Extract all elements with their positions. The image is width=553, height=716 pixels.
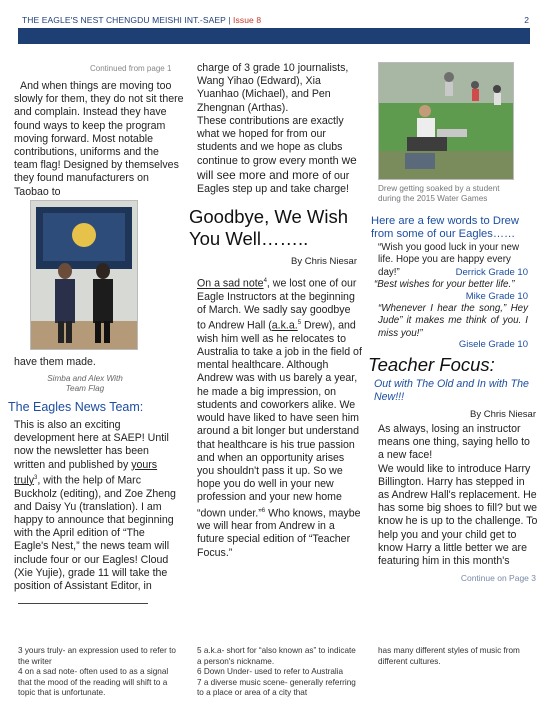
col2-top-para2 xyxy=(197,115,362,196)
newsletter-title: THE EAGLE'S NEST CHENGDU MEISHI INT.-SAEP xyxy=(22,15,226,25)
col2-top-para: charge of 3 grade 10 journalists, Wang Yihao (Edward), Xia Yuanhao (Michael), and Pen Zhengnan (Arthas). xyxy=(197,62,349,114)
have-them-made: have them made. xyxy=(14,356,96,368)
teacher-focus-body xyxy=(378,423,538,568)
quote-mike: “Best wishes for your better life.” xyxy=(374,279,515,290)
footnote-ref-6: 6 xyxy=(261,507,266,514)
footnote-3: 3 yours truly- an expression used to refer to the writer xyxy=(18,646,176,666)
teacher-focus-para2: We would like to introduce Harry Billington. Harry has stepped in as Andrew Hall's replacement. He has some big shoes to fill? but we know he is up to the challenge. To help you and your child get to know Harry a little better we are featuring him in this month's xyxy=(378,462,538,568)
header-separator: | xyxy=(228,15,231,25)
goodbye-title: Goodbye, We Wish You Well…….. xyxy=(189,206,349,249)
quote-gisele: “Whenever I hear the song,” Hey Jude” it makes me think of you. I miss you!” xyxy=(378,303,528,339)
footnote-7-cont: has many different styles of music from different cultures. xyxy=(378,646,520,666)
team-flag-photo xyxy=(30,200,138,350)
water-games-caption: Drew getting soaked by a student during the 2015 Water Games xyxy=(378,184,500,203)
col2-top-para2-d: of our Eagles step up and take charge! xyxy=(197,169,350,195)
col2-top-para2-a: These contributions are exactly what we hoped for from our students and we hope as clubs xyxy=(197,114,344,154)
continue-page3: Continue on Page 3 xyxy=(460,573,536,583)
news-team-body xyxy=(14,419,182,593)
page-number: 2 xyxy=(524,15,529,25)
teacher-focus-title: Teacher Focus: xyxy=(368,354,495,375)
footnote-ref-5: 5 xyxy=(297,320,302,327)
col2-top-para2-b: continue to grow every month xyxy=(197,155,342,168)
footnote-ref-3: 3 xyxy=(34,474,38,481)
footnotes-col1 xyxy=(18,646,178,699)
news-team-text-a: This is also an exciting development here at SAEP! Until now the newsletter has been written and published by xyxy=(14,419,169,471)
header-bar xyxy=(18,28,530,44)
issue-number: Issue 8 xyxy=(233,15,262,25)
goodbye-text-a: , we lost one of our Eagle Instructors at the beginning of March. We sadly say goodbye to Andrew Hall ( xyxy=(197,277,357,332)
aka-link: a.k.a. xyxy=(271,319,298,332)
footnote-ref-4: 4 xyxy=(263,278,267,284)
goodbye-text-c: Who knows, maybe we will hear from Andrew in a future special edition of “Teacher Focus.” xyxy=(197,507,361,559)
name-gisele: Gisele Grade 10 xyxy=(458,339,528,350)
teacher-focus-byline: By Chris Niesar xyxy=(470,409,536,420)
footnote-4: 4 on a sad note- often used to as a signal that the mood of the reading will shift to a topic that is unfortunate. xyxy=(18,667,169,697)
goodbye-body xyxy=(197,275,362,560)
teacher-focus-para1: As always, losing an instructor means one thing, saying hello to a new face! xyxy=(378,423,530,462)
col1-para1: And when things are moving too slowly for them, they do not sit there and complain. Instead they have found ways to keep the program moving forward. Most notable contributions, uniforms and the team flag! Designed by themselves they found manufacturers on Taobao to xyxy=(14,80,184,198)
sad-note-link: On a sad note xyxy=(197,277,264,290)
name-mike: Mike Grade 10 xyxy=(465,291,528,302)
news-team-text-b: , with the help of Marc Buckholz (editing), and Zoe Zheng and Daisy Yu (translation). I am happy to announce that beginning with the April edition of “The Eagle's Nest,” the news team will include four or our Eagles! Cloud (Xie Yujie), grade 11 will take the position of Assistant Editor, in xyxy=(14,474,176,592)
footnote-rule xyxy=(18,603,148,604)
footnote-6: 6 Down Under- used to refer to Australia xyxy=(197,667,344,676)
water-games-image xyxy=(379,63,513,179)
words-to-drew-heading: Here are a few words to Drew from some of our Eagles…… xyxy=(371,215,519,241)
quote-derrick: “Wish you good luck in your new life. Hope you are happy every day!” xyxy=(378,242,520,278)
name-derrick: Derrick Grade 10 xyxy=(455,267,528,278)
team-flag-image xyxy=(31,201,137,349)
footnotes-col3 xyxy=(378,646,533,667)
col2-top-para2-c: we will see more and more xyxy=(197,153,357,182)
newsletter-header xyxy=(22,15,261,25)
news-team-heading: The Eagles News Team: xyxy=(8,400,144,414)
goodbye-byline: By Chris Niesar xyxy=(291,256,357,267)
footnote-5: 5 a.k.a- short for “also known as” to indicate a person's nickname. xyxy=(197,646,356,666)
water-games-photo xyxy=(378,62,514,180)
continued-label: Continued from page 1 xyxy=(90,64,172,73)
team-flag-caption: Simba and Alex With Team Flag xyxy=(47,374,123,393)
teacher-focus-subtitle: Out with The Old and In with The New!!! xyxy=(374,378,529,403)
goodbye-text-b: Drew), and wish him well as he relocates to Australia to take a job in the field of mental healthcare. Although Andrew was with us barely a year, he made a big impression, on students and coworkers alike. We would have liked to have seen him around a bit longer but understand that healthcare is his true passion and when an opportunity arises you shouldn't pass it up. So we hope you do well in your new profession and your new home “down under.” xyxy=(197,319,362,520)
col2-top xyxy=(197,62,362,196)
col1-intro xyxy=(14,80,184,199)
footnote-7: 7 a diverse music scene- generally referring to a place or area of a city that xyxy=(197,677,356,697)
yours-truly-link: yours truly xyxy=(14,458,158,487)
footnotes-col2 xyxy=(197,646,362,699)
